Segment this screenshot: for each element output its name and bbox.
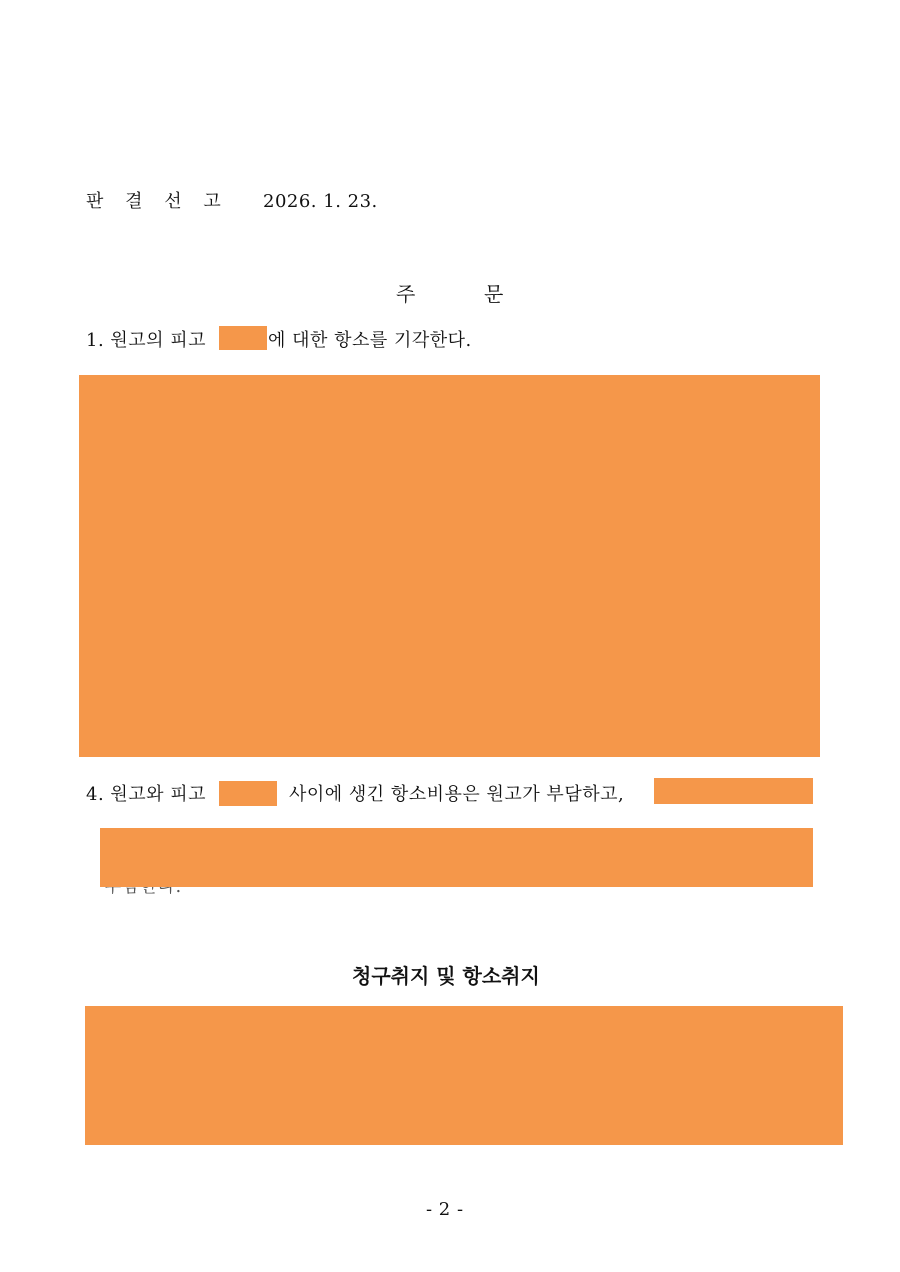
order-item-1-prefix: 1. 원고의 피고 xyxy=(86,330,207,351)
page-number: - 2 - xyxy=(426,1199,464,1220)
redaction-order-items-2-3 xyxy=(79,375,820,757)
main-order-title-right: 문 xyxy=(484,282,504,306)
order-item-4-suffix: 사이에 생긴 항소비용은 원고가 부담하고, xyxy=(289,784,625,805)
order-item-1-suffix: 에 대한 항소를 기각한다. xyxy=(268,330,472,351)
redaction-order-item-4-end xyxy=(654,778,813,804)
main-order-title-left: 주 xyxy=(396,282,416,306)
judgment-label: 판 결 선 고 xyxy=(86,191,229,212)
redaction-defendant-name-1 xyxy=(219,326,267,350)
redaction-defendant-name-4 xyxy=(219,781,277,806)
order-item-4-prefix: 4. 원고와 피고 xyxy=(86,784,207,805)
redaction-claims-body xyxy=(85,1006,843,1145)
judgment-date: 2026. 1. 23. xyxy=(263,191,378,212)
redaction-order-item-4-continuation xyxy=(100,828,813,887)
claims-title: 청구취지 및 항소취지 xyxy=(352,964,540,988)
